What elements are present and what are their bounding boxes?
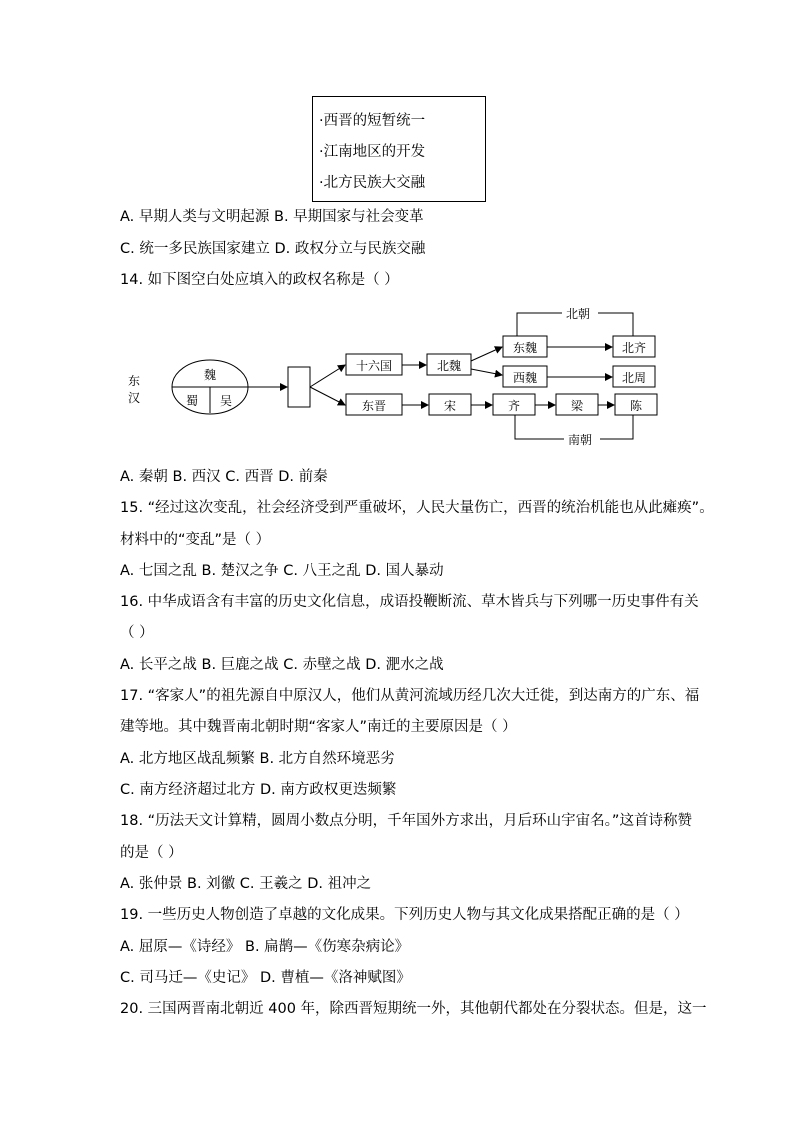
q15-options: A. 七国之乱 B. 楚汉之争 C. 八王之乱 D. 国人暴动 [120, 563, 444, 579]
diagram-dongwei: 东魏 [513, 341, 538, 355]
diagram-donghan-2: 汉 [128, 391, 141, 405]
q13-material-box [312, 96, 486, 202]
q15-line2: 材料中的“变乱”是（ ） [120, 532, 271, 548]
diagram-nanchao-label: 南朝 [568, 433, 593, 447]
q19-line1: 19. 一些历史人物创造了卓越的文化成果。下列历史人物与其文化成果搭配正确的是（ ） [120, 907, 689, 923]
q13-options-row1: A. 早期人类与文明起源 B. 早期国家与社会变革 [120, 209, 424, 225]
diagram-dongjin: 东晋 [362, 399, 387, 413]
diagram-shiliuguo: 十六国 [356, 359, 393, 373]
q13-box-item: ·西晋的短暂统一 [319, 113, 426, 129]
diagram-beiqi: 北齐 [622, 341, 647, 355]
diagram-qi: 齐 [508, 399, 521, 413]
q14-stem: 14. 如下图空白处应填入的政权名称是（ ） [120, 272, 399, 288]
q14-options: A. 秦朝 B. 西汉 C. 西晋 D. 前秦 [120, 469, 328, 485]
diagram-xiwei: 西魏 [513, 371, 538, 385]
q17-line1: 17. “客家人”的祖先源自中原汉人，他们从黄河流域历经几次大迁徙，到达南方的广东、福 [120, 688, 700, 704]
diagram-chen: 陈 [630, 399, 643, 413]
diagram-beizhou: 北周 [622, 371, 647, 385]
q15-line1: 15. “经过这次变乱，社会经济受到严重破坏，人民大量伤亡，西晋的统治机能也从此瘫痪”。 [120, 500, 714, 516]
q18-options: A. 张仲景 B. 刘徽 C. 王羲之 D. 祖冲之 [120, 876, 372, 892]
dynasty-flow-diagram [0, 295, 794, 455]
q19-options2: C. 司马迁—《史记》 D. 曹植—《洛神赋图》 [120, 970, 411, 986]
q18-line2: 的是（ ） [120, 845, 183, 861]
q17-line2: 建等地。其中魏晋南北朝时期“客家人”南迁的主要原因是（ ） [120, 719, 517, 735]
diagram-shu: 蜀 [186, 394, 199, 408]
q18-line1: 18. “历法天文计算精，圆周小数点分明，千年国外方求出，月后环山宇宙名。”这首诗称赞 [120, 813, 692, 829]
diagram-beichao-label: 北朝 [566, 307, 591, 321]
q16-options: A. 长平之战 B. 巨鹿之战 C. 赤壁之战 D. 淝水之战 [120, 657, 444, 673]
diagram-wei: 魏 [204, 368, 217, 382]
q20-line1: 20. 三国两晋南北朝近 400 年，除西晋短期统一外，其他朝代都处在分裂状态。但是，这一 [120, 1001, 707, 1017]
q13-options-row2: C. 统一多民族国家建立 D. 政权分立与民族交融 [120, 241, 426, 257]
diagram-song: 宋 [444, 399, 457, 413]
q17-options2: C. 南方经济超过北方 D. 南方政权更迭频繁 [120, 782, 397, 798]
diagram-wu: 吴 [220, 394, 233, 408]
diagram-liang: 梁 [571, 399, 584, 413]
q13-box-item: ·江南地区的开发 [319, 144, 426, 160]
diagram-beiwei: 北魏 [437, 359, 462, 373]
diagram-donghan-1: 东 [128, 374, 141, 388]
q19-options1: A. 屈原—《诗经》 B. 扁鹊—《伤寒杂病论》 [120, 939, 410, 955]
q13-box-item: ·北方民族大交融 [319, 175, 426, 191]
q16-line1: 16. 中华成语含有丰富的历史文化信息，成语投鞭断流、草木皆兵与下列哪一历史事件有关 [120, 594, 699, 610]
q17-options1: A. 北方地区战乱频繁 B. 北方自然环境恶劣 [120, 751, 395, 767]
q16-line2: （ ） [120, 625, 154, 641]
